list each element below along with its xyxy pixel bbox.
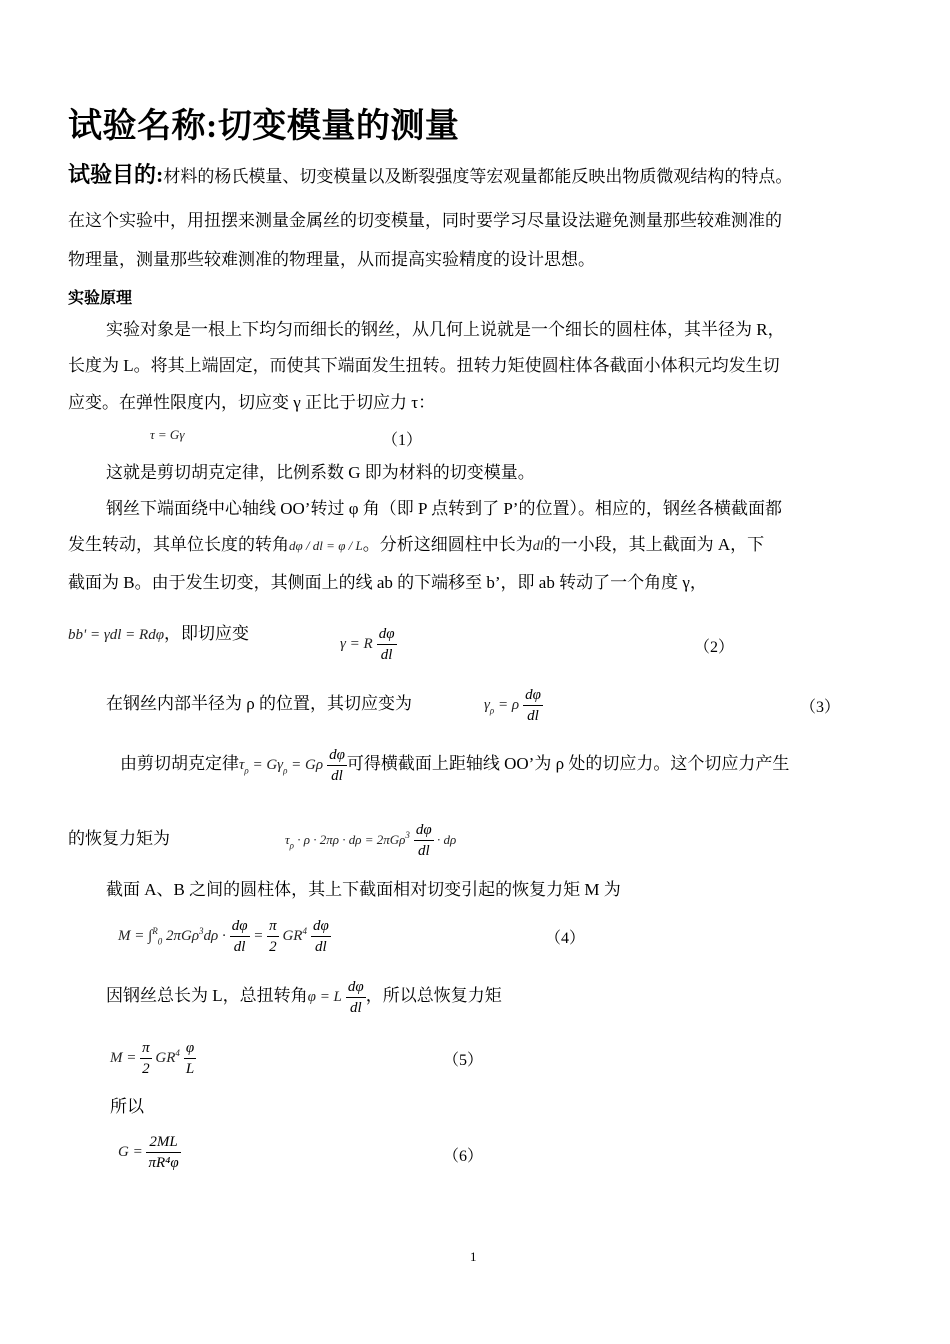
equation-1-number: （1） <box>382 432 423 449</box>
fraction-dphi-dl: $\frac{d\varphi}{dl}$ <box>231 918 248 955</box>
page-number: 1 <box>470 1249 477 1264</box>
fraction-pi-2: $\frac{\pi}{2}$ <box>269 918 277 955</box>
equation-5-number: （5） <box>443 1052 484 1069</box>
fraction-dphi-dl: $\frac{d\varphi}{dl}$ <box>525 687 541 724</box>
equation-3: $\gamma_\rho = \rho$ $\frac{d\varphi}{dl}$ <box>484 687 541 724</box>
equation-2-text: ，即切应变 <box>164 624 249 643</box>
p5-line: 由剪切胡克定律$\tau_\rho = G\gamma_\rho = G\rho$ $\frac{d\varphi}{dl}$ 可得横截面上距轴线 OO’为 ρ 处的切应力。这个切应力产生 <box>120 747 790 784</box>
fraction-pi-2: $\frac{\pi}{2}$ <box>142 1040 150 1077</box>
p1-line-3: 应变。在弹性限度内，切应变 γ 正比于切应力 τ： <box>68 393 436 412</box>
equation-4-number: （4） <box>545 930 586 947</box>
equation-4: M = ∫$^R_0$ 2πGρ$^3$dρ · $\frac{d\varphi}{dl}$ = $\frac{\pi}{2}$ $GR^4$ $\frac{d\varphi}{dl}$ <box>118 918 329 955</box>
fraction-2ML-piR4phi: $\frac{2ML}{\text{πR⁴φ}}$ <box>148 1134 179 1171</box>
equation-5: M = $\frac{\pi}{2}$ $GR^4$ $\frac{\varphi}{L}$ <box>110 1040 195 1077</box>
equation-2-left: bb' = γdl = Rdφ <box>68 627 164 643</box>
fraction-dphi-dl: $\frac{d\varphi}{dl}$ <box>347 979 364 1016</box>
fraction-dphi-dl: $\frac{d\varphi}{dl}$ <box>329 747 345 784</box>
p1-line-2: 长度为 L。将其上端固定，而使其下端面发生扭转。扭转力矩使圆柱体各截面小体积元均发生切 <box>68 356 780 375</box>
p3-line-2-c: 的一小段，其上截面为 A，下 <box>543 535 765 554</box>
equation-2-row <box>68 624 249 644</box>
restoring-moment-equation: $\tau_\rho \cdot \rho \cdot 2\pi\rho \cdot d\rho = 2\pi G\rho^3$ $\frac{d\varphi}{dl}$ · dρ <box>285 822 457 859</box>
equation-3-number: （3） <box>800 699 841 716</box>
page-title: 试验名称:切变模量的测量 <box>68 108 460 145</box>
p3-line-2-b: 。分析这细圆柱中长为 <box>362 535 533 554</box>
fraction-dphi-dl: $\frac{d\varphi}{dl}$ <box>378 626 395 663</box>
purpose-heading-line <box>68 158 792 189</box>
equation-2-number: （2） <box>694 639 735 656</box>
purpose-line-3: 物理量，测量那些较难测准的物理量，从而提高实验精度的设计思想。 <box>68 250 595 269</box>
unit-twist-equation: dφ / dl = φ / L <box>289 538 363 553</box>
p8-line: 因钢丝总长为 L，总扭转角φ = L $\frac{d\varphi}{dl}$ ，所以总恢复力矩 <box>106 979 502 1016</box>
p3-line-2-a: 发生转动，其单位长度的转角 <box>68 535 289 554</box>
fraction-dphi-dl: $\frac{d\varphi}{dl}$ <box>415 822 432 859</box>
purpose-heading: 试验目的: <box>68 162 164 187</box>
p3-line-3: 截面为 B。由于发生切变，其侧面上的线 ab 的下端移至 b’，即 ab 转动了一个角度 γ， <box>68 573 707 592</box>
p3-line-1: 钢丝下端面绕中心轴线 OO’转过 φ 角（即 P 点转到了 P’的位置）。相应的，钢丝各横截面都 <box>106 499 782 518</box>
purpose-line-2: 在这个实验中，用扭摆来测量金属丝的切变模量，同时要学习尽量设法避免测量那些较难测准的 <box>68 211 782 230</box>
p9: 所以 <box>110 1097 144 1116</box>
purpose-line-1: 材料的杨氏模量、切变模量以及断裂强度等宏观量都能反映出物质微观结构的特点。 <box>163 167 793 186</box>
fraction-phi-L: $\frac{\varphi}{L}$ <box>185 1040 195 1077</box>
equation-1: τ = Gγ <box>150 427 185 442</box>
p6-text: 的恢复力矩为 <box>68 829 170 848</box>
dl-symbol: dl <box>532 539 544 554</box>
equation-2-lhs: γ = R <box>340 636 373 653</box>
principle-heading: 实验原理 <box>68 290 133 307</box>
p1-line-1: 实验对象是一根上下均匀而细长的钢丝，从几何上说就是一个细长的圆柱体，其半径为 R， <box>106 320 785 339</box>
equation-6-number: （6） <box>443 1148 484 1165</box>
p4-text: 在钢丝内部半径为 ρ 的位置，其切应变为 <box>106 694 412 713</box>
equation-2 <box>340 624 397 665</box>
p3-line-2 <box>68 535 764 557</box>
fraction-dphi-dl: $\frac{d\varphi}{dl}$ <box>312 918 329 955</box>
equation-6: G = $\frac{2ML}{\text{πR⁴φ}}$ <box>118 1134 179 1171</box>
p2: 这就是剪切胡克定律，比例系数 G 即为材料的切变模量。 <box>106 463 535 482</box>
p7: 截面 A、B 之间的圆柱体，其上下截面相对切变引起的恢复力矩 M 为 <box>106 880 621 899</box>
